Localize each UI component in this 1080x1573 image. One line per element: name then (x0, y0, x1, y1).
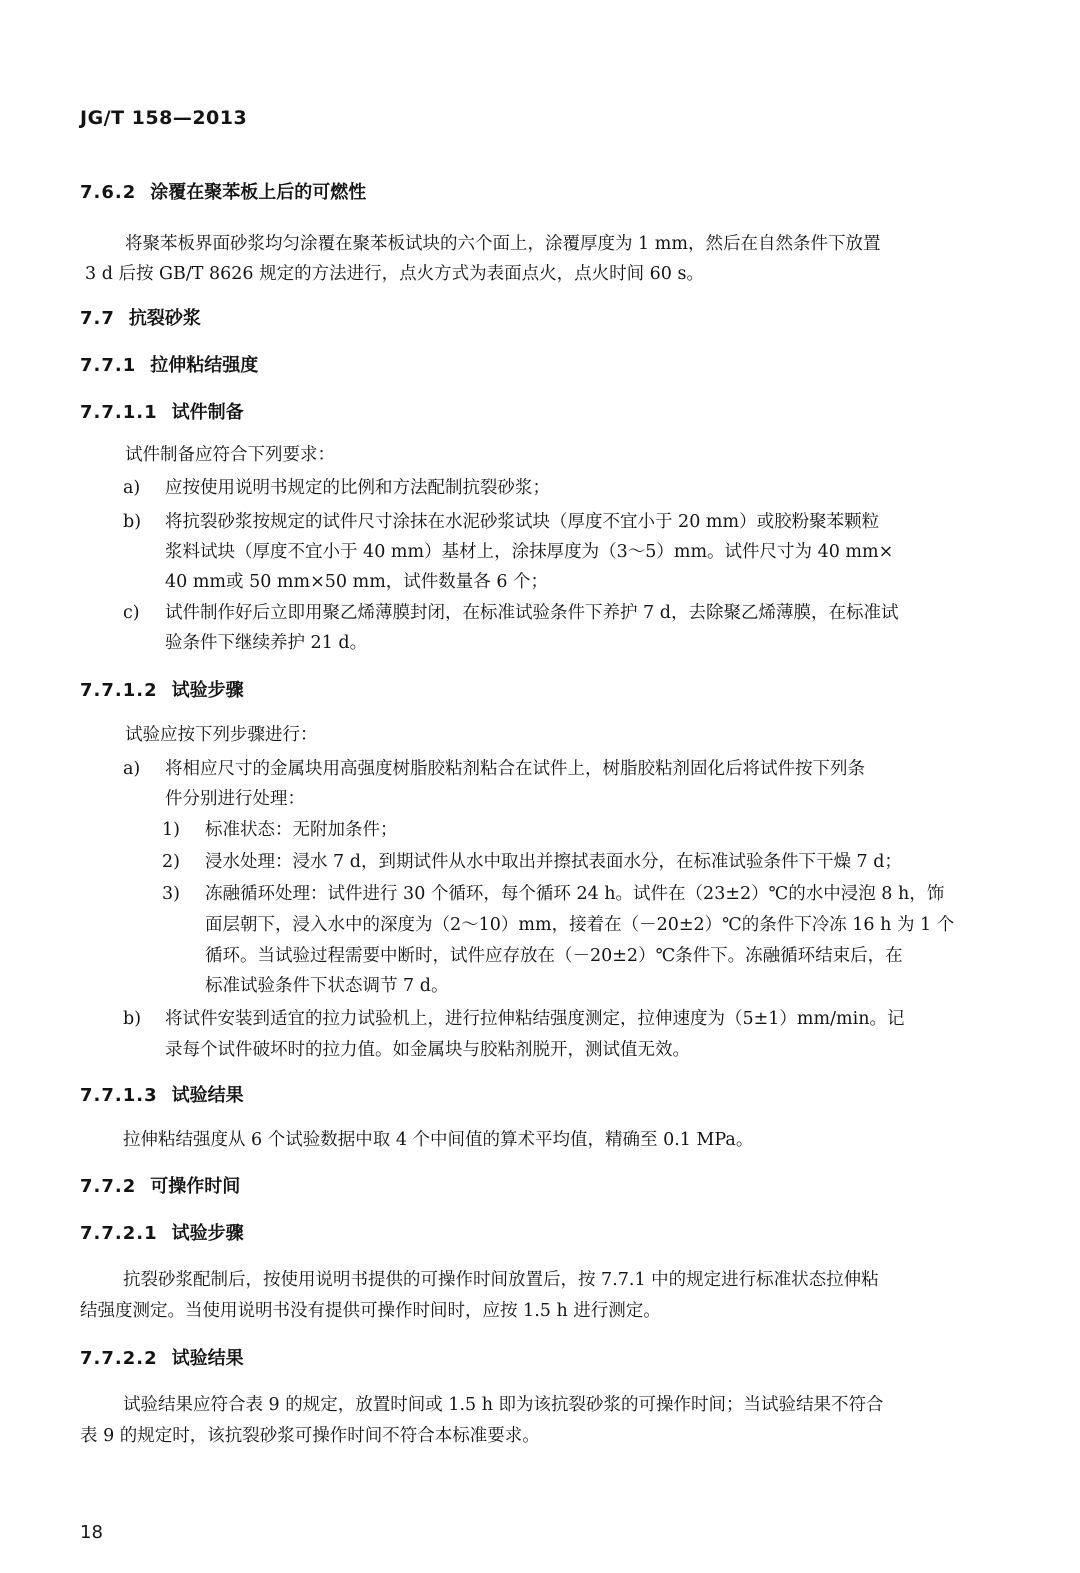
list-item-line: 浆料试块（厚度不宜小于 40 mm）基材上，涂抹厚度为（3～5）mm。试件尺寸为 40 mm× (165, 542, 894, 562)
section-title: 拉伸粘结强度 (150, 355, 259, 376)
sublist-item-line: 浸水处理：浸水 7 d，到期试件从水中取出并擦拭表面水分，在标准试验条件下干燥 7 d； (205, 852, 902, 872)
list-label: a) (123, 478, 141, 498)
paragraph-line: 将聚苯板界面砂浆均匀涂覆在聚苯板试块的六个面上，涂覆厚度为 1 mm，然后在自然条件下放置 (125, 234, 881, 254)
list-item-line: 将相应尺寸的金属块用高强度树脂胶粘剂粘合在试件上，树脂胶粘剂固化后将试件按下列条 (165, 759, 865, 779)
sublist-item-line: 标准试验条件下状态调节 7 d。 (205, 976, 449, 996)
list-label: a) (123, 759, 141, 779)
section-title: 试验结果 (171, 1348, 244, 1369)
list-item-line: 件分别进行处理： (165, 789, 305, 809)
list-label: b) (123, 512, 142, 532)
section-heading-7-7-1-3 (80, 1081, 244, 1107)
paragraph-line: 抗裂砂浆配制后，按使用说明书提供的可操作时间放置后，按 7.7.1 中的规定进行标准状态拉伸粘 (123, 1270, 879, 1290)
list-item-line: 40 mm或 50 mm×50 mm，试件数量各 6 个； (165, 572, 549, 592)
sublist-item-line: 面层朝下，浸入水中的深度为（2～10）mm，接着在（－20±2）℃的条件下冷冻 16 h 为 1 个 (205, 915, 955, 935)
sublist-label: 3) (162, 884, 180, 904)
list-item-line: 将试件安装到适宜的拉力试验机上，进行拉伸粘结强度测定，拉伸速度为（5±1）mm/min。记 (165, 1009, 905, 1029)
sublist-item-line: 冻融循环处理：试件进行 30 个循环，每个循环 24 h。试件在（23±2）℃的水中浸泡 8 h，饰 (205, 884, 945, 904)
section-title: 试验步骤 (171, 680, 244, 701)
list-label: b) (123, 1009, 142, 1029)
section-number: 7.6.2 (80, 182, 137, 203)
sublist-item-line: 标准状态：无附加条件； (205, 820, 398, 840)
section-title: 抗裂砂浆 (128, 308, 201, 329)
sublist-item-line: 循环。当试验过程需要中断时，试件应存放在（－20±2）℃条件下。冻融循环结束后，在 (205, 946, 903, 966)
sublist-label: 1) (162, 820, 180, 840)
list-item-line: 应按使用说明书规定的比例和方法配制抗裂砂浆； (165, 478, 550, 498)
paragraph-intro: 试件制备应符合下列要求： (125, 445, 335, 465)
section-number: 7.7 (80, 308, 115, 329)
paragraph-line: 表 9 的规定时，该抗裂砂浆可操作时间不符合本标准要求。 (80, 1426, 540, 1446)
section-heading-7-7-1-2 (80, 676, 244, 702)
list-item-line: 将抗裂砂浆按规定的试件尺寸涂抹在水泥砂浆试块（厚度不宜小于 20 mm）或胶粉聚苯颗粒 (165, 512, 880, 532)
list-item-line: 验条件下继续养护 21 d。 (165, 633, 368, 653)
section-number: 7.7.2 (80, 1176, 137, 1197)
section-number: 7.7.1 (80, 355, 137, 376)
section-heading-7-6-2 (80, 178, 366, 204)
paragraph-line: 拉伸粘结强度从 6 个试验数据中取 4 个中间值的算术平均值，精确至 0.1 MPa。 (123, 1130, 754, 1150)
page-number: 18 (80, 1522, 103, 1543)
section-title: 试验步骤 (171, 1223, 244, 1244)
section-number: 7.7.1.1 (80, 402, 158, 423)
paragraph-line: 3 d 后按 GB/T 8626 规定的方法进行，点火方式为表面点火，点火时间 60 s。 (85, 264, 704, 284)
section-heading-7-7 (80, 304, 201, 330)
section-title: 可操作时间 (150, 1176, 241, 1197)
section-number: 7.7.1.3 (80, 1085, 158, 1106)
section-title: 涂覆在聚苯板上后的可燃性 (150, 182, 367, 203)
paragraph-line: 试验结果应符合表 9 的规定，放置时间或 1.5 h 即为该抗裂砂浆的可操作时间；当试验结果不符合 (123, 1395, 884, 1415)
paragraph-line: 结强度测定。当使用说明书没有提供可操作时间时，应按 1.5 h 进行测定。 (80, 1301, 661, 1321)
list-label: c) (123, 603, 140, 623)
section-heading-7-7-2-1 (80, 1219, 244, 1245)
section-heading-7-7-1 (80, 351, 258, 377)
section-title: 试件制备 (171, 402, 244, 423)
paragraph-intro: 试验应按下列步骤进行： (125, 725, 318, 745)
list-item-line: 录每个试件破坏时的拉力值。如金属块与胶粘剂脱开，测试值无效。 (165, 1040, 690, 1060)
section-heading-7-7-1-1 (80, 398, 244, 424)
section-number: 7.7.2.1 (80, 1223, 158, 1244)
list-item-line: 试件制作好后立即用聚乙烯薄膜封闭，在标准试验条件下养护 7 d，去除聚乙烯薄膜，在标准试 (165, 603, 899, 623)
section-heading-7-7-2-2 (80, 1344, 244, 1370)
section-number: 7.7.2.2 (80, 1348, 158, 1369)
sublist-label: 2) (162, 852, 180, 872)
standard-number: JG/T 158—2013 (80, 107, 248, 129)
section-heading-7-7-2 (80, 1172, 240, 1198)
section-title: 试验结果 (171, 1085, 244, 1106)
section-number: 7.7.1.2 (80, 680, 158, 701)
